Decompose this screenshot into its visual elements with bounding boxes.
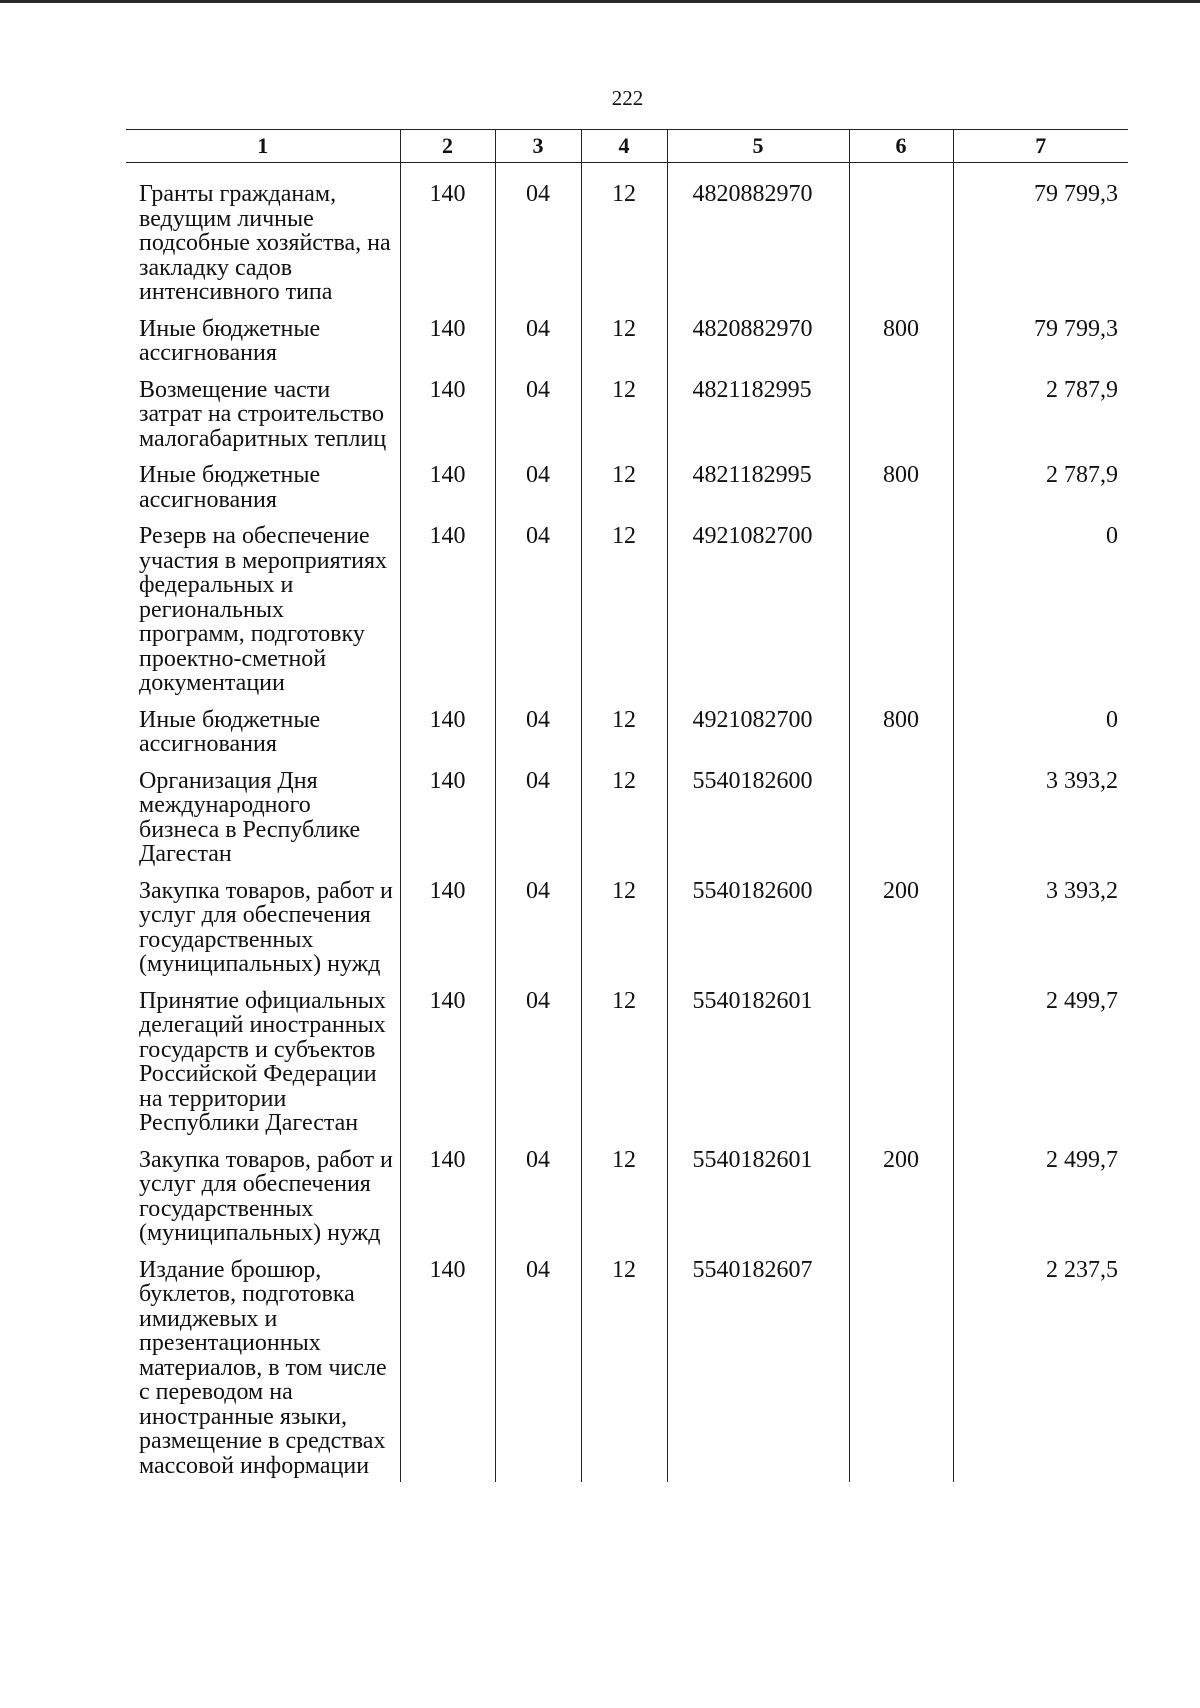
row-amount-cell: 79 799,3: [953, 317, 1128, 378]
row-col2-cell: 140: [400, 769, 495, 879]
header-col-5: 5: [667, 130, 849, 163]
row-col2-cell: 140: [400, 708, 495, 769]
table-row: [126, 378, 1128, 464]
page-number: 222: [611, 86, 644, 110]
row-col3-cell: 04: [495, 769, 581, 879]
row-amount-cell: 2 499,7: [953, 989, 1128, 1148]
header-col-2: 2: [400, 130, 495, 163]
row-col6-cell: 800: [849, 463, 953, 524]
row-col6-cell: 800: [849, 708, 953, 769]
row-col4-cell: 12: [581, 463, 667, 524]
row-col3-cell: 04: [495, 317, 581, 378]
row-name-cell: Закупка товаров, работ и услуг для обеспечения государственных (муниципальных) нужд: [139, 1146, 393, 1246]
header-col-1: 1: [126, 130, 400, 163]
row-amount-cell: 3 393,2: [953, 879, 1128, 989]
row-col2-cell: 140: [400, 378, 495, 464]
table-row: [126, 879, 1128, 989]
row-name-cell: Принятие официальных делегаций иностранных государств и субъектов Российской Федерации на территории Республики Дагестан: [139, 987, 386, 1136]
row-amount-cell: 2 499,7: [953, 1148, 1128, 1258]
row-col4-cell: 12: [581, 378, 667, 464]
row-name-cell: Закупка товаров, работ и услуг для обеспечения государственных (муниципальных) нужд: [139, 877, 393, 977]
row-amount-cell: 0: [953, 524, 1128, 708]
row-name-cell: Иные бюджетные ассигнования: [139, 462, 321, 513]
row-code-cell: 4820882970: [667, 317, 849, 378]
row-col3-cell: 04: [495, 879, 581, 989]
row-col4-cell: 12: [581, 879, 667, 989]
row-col2-cell: 140: [400, 524, 495, 708]
row-col4-cell: 12: [581, 163, 667, 317]
row-col6-cell: [849, 989, 953, 1148]
table-row: [126, 769, 1128, 879]
row-col4-cell: 12: [581, 769, 667, 879]
row-amount-cell: 2 237,5: [953, 1258, 1128, 1483]
row-code-cell: 5540182601: [667, 989, 849, 1148]
row-col6-cell: [849, 1258, 953, 1483]
table-row: [126, 524, 1128, 708]
row-col3-cell: 04: [495, 378, 581, 464]
table-row: [126, 1258, 1128, 1483]
row-col6-cell: [849, 769, 953, 879]
row-code-cell: 5540182607: [667, 1258, 849, 1483]
row-amount-cell: 0: [953, 708, 1128, 769]
row-code-cell: 5540182600: [667, 769, 849, 879]
header-row: [126, 130, 1128, 163]
row-col2-cell: 140: [400, 879, 495, 989]
scan-edge-line: [0, 0, 1200, 3]
row-col3-cell: 04: [495, 163, 581, 317]
row-code-cell: 4821182995: [667, 463, 849, 524]
row-amount-cell: 2 787,9: [953, 463, 1128, 524]
table-header: [126, 130, 1128, 163]
row-col6-cell: 200: [849, 1148, 953, 1258]
row-col4-cell: 12: [581, 317, 667, 378]
row-col4-cell: 12: [581, 989, 667, 1148]
row-col4-cell: 12: [581, 1258, 667, 1483]
row-name-cell: Резерв на обеспечение участия в мероприятиях федеральных и региональных программ, подготовку проектно-сметной документации: [139, 523, 388, 696]
row-code-cell: 5540182601: [667, 1148, 849, 1258]
row-name-cell: Гранты гражданам, ведущим личные подсобные хозяйства, на закладку садов интенсивного типа: [139, 181, 391, 305]
row-col6-cell: [849, 163, 953, 317]
budget-table: [126, 129, 1128, 1482]
table-row: [126, 708, 1128, 769]
row-code-cell: 5540182600: [667, 879, 849, 989]
budget-table-container: [126, 129, 1128, 1482]
row-code-cell: 4921082700: [667, 524, 849, 708]
header-col-7: 7: [953, 130, 1128, 163]
header-col-4: 4: [581, 130, 667, 163]
row-amount-cell: 79 799,3: [953, 163, 1128, 317]
row-col2-cell: 140: [400, 317, 495, 378]
row-col4-cell: 12: [581, 708, 667, 769]
row-col3-cell: 04: [495, 524, 581, 708]
row-name-cell: Организация Дня международного бизнеса в Республике Дагестан: [139, 767, 361, 867]
row-code-cell: 4820882970: [667, 163, 849, 317]
table-row: [126, 1148, 1128, 1258]
table-row: [126, 463, 1128, 524]
header-col-6: 6: [849, 130, 953, 163]
table-row: [126, 163, 1128, 317]
header-col-3: 3: [495, 130, 581, 163]
row-col4-cell: 12: [581, 524, 667, 708]
row-col2-cell: 140: [400, 463, 495, 524]
row-code-cell: 4921082700: [667, 708, 849, 769]
row-col6-cell: 200: [849, 879, 953, 989]
row-col3-cell: 04: [495, 1148, 581, 1258]
table-row: [126, 989, 1128, 1148]
row-amount-cell: 3 393,2: [953, 769, 1128, 879]
row-col3-cell: 04: [495, 463, 581, 524]
table-row: [126, 317, 1128, 378]
row-col3-cell: 04: [495, 708, 581, 769]
row-name-cell: Возмещение части затрат на строительство малогабаритных теплиц: [139, 376, 387, 452]
row-name-cell: Издание брошюр, буклетов, подготовка имиджевых и презентационных материалов, в том числе с переводом на иностранные языки, размещение в средствах массовой информации: [139, 1256, 387, 1479]
row-col6-cell: [849, 524, 953, 708]
row-col4-cell: 12: [581, 1148, 667, 1258]
row-col6-cell: 800: [849, 317, 953, 378]
row-col3-cell: 04: [495, 989, 581, 1148]
row-name-cell: Иные бюджетные ассигнования: [139, 315, 321, 366]
row-col2-cell: 140: [400, 1148, 495, 1258]
row-col2-cell: 140: [400, 1258, 495, 1483]
row-amount-cell: 2 787,9: [953, 378, 1128, 464]
row-col2-cell: 140: [400, 163, 495, 317]
row-name-cell: Иные бюджетные ассигнования: [139, 706, 321, 757]
row-code-cell: 4821182995: [667, 378, 849, 464]
row-col2-cell: 140: [400, 989, 495, 1148]
row-col6-cell: [849, 378, 953, 464]
table-body: [126, 163, 1128, 1483]
row-col3-cell: 04: [495, 1258, 581, 1483]
